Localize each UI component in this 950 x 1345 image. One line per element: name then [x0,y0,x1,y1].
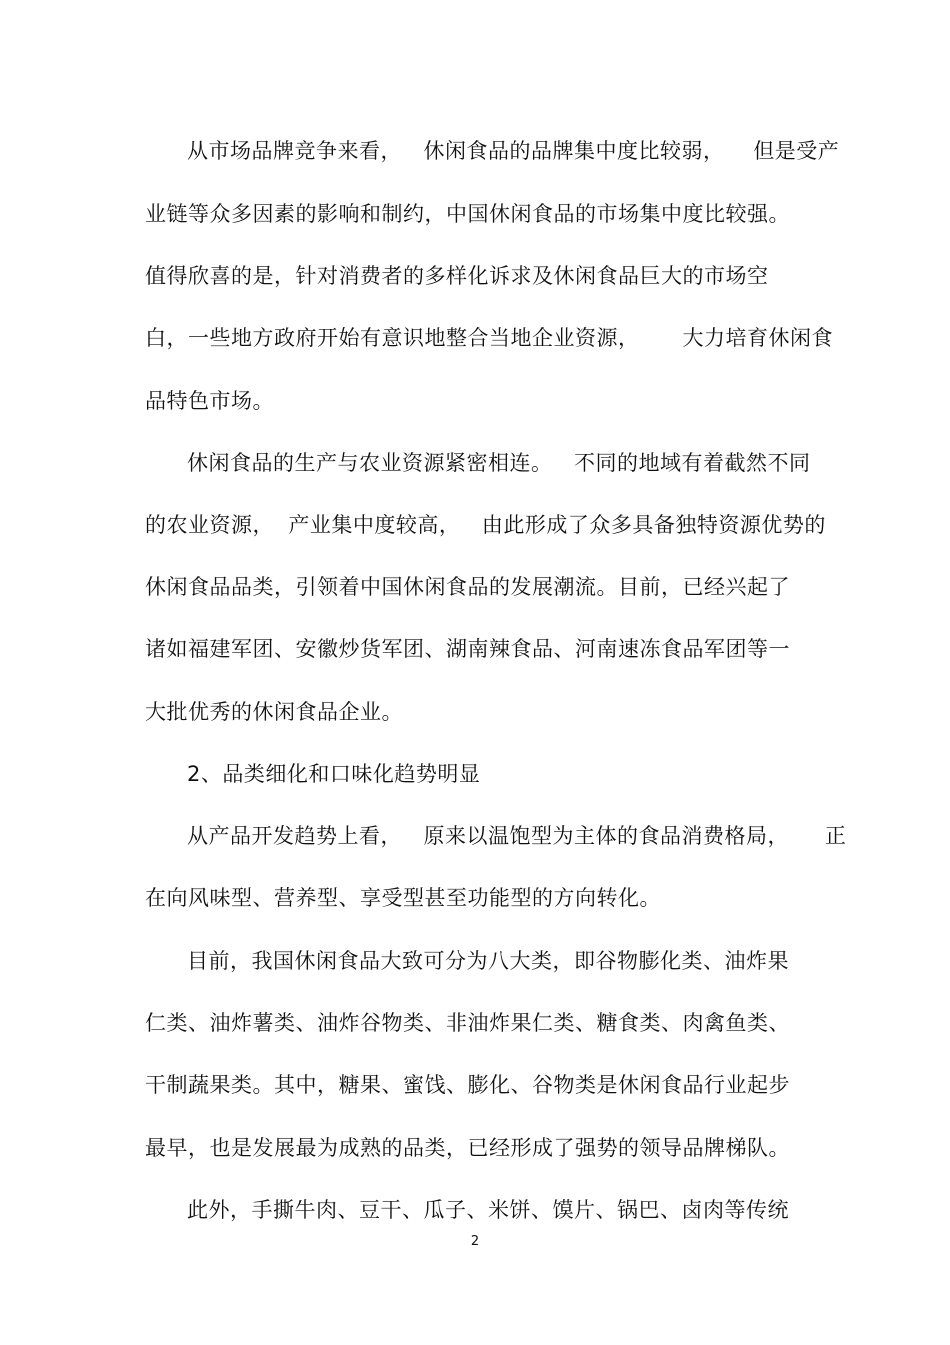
text-line: 值得欣喜的是，针对消费者的多样化诉求及休闲食品巨大的市场空 [145,264,769,288]
text-line: 诸如福建军团、安徽炒货军团、湖南辣食品、河南速冻食品军团等一 [145,637,790,661]
text-line: 大批优秀的休闲食品企业。 [145,700,403,724]
text-line: 的农业资源， 产业集中度较高， 由此形成了众多具备独特资源优势的 [145,513,826,537]
text-line: 业链等众多因素的影响和制约，中国休闲食品的市场集中度比较强。 [145,202,790,226]
text-line: 品特色市场。 [145,389,274,413]
text-line: 从市场品牌竞争来看， 休闲食品的品牌集中度比较弱， 但是受产 [187,139,840,163]
text-line: 白，一些地方政府开始有意识地整合当地企业资源， 大力培育休闲食 [145,326,834,350]
text-line: 仁类、油炸薯类、油炸谷物类、非油炸果仁类、糖食类、肉禽鱼类、 [145,1011,790,1035]
text-line: 在向风味型、营养型、享受型甚至功能型的方向转化。 [145,886,661,910]
text-line: 干制蔬果类。其中，糖果、蜜饯、膨化、谷物类是休闲食品行业起步 [145,1073,790,1097]
page-number: 2 [470,1234,480,1249]
text-line: 休闲食品品类，引领着中国休闲食品的发展潮流。目前，已经兴起了 [145,575,790,599]
section-heading: 2、品类细化和口味化趋势明显 [187,762,481,786]
text-line: 休闲食品的生产与农业资源紧密相连。 不同的地域有着截然不同 [187,451,811,475]
text-line: 目前，我国休闲食品大致可分为八大类，即谷物膨化类、油炸果 [187,949,789,973]
text-line: 此外，手撕牛肉、豆干、瓜子、米饼、馍片、锅巴、卤肉等传统 [187,1198,789,1222]
text-line: 从产品开发趋势上看， 原来以温饱型为主体的食品消费格局， 正 [187,824,847,848]
text-line: 最早，也是发展最为成熟的品类，已经形成了强势的领导品牌梯队。 [145,1136,790,1160]
